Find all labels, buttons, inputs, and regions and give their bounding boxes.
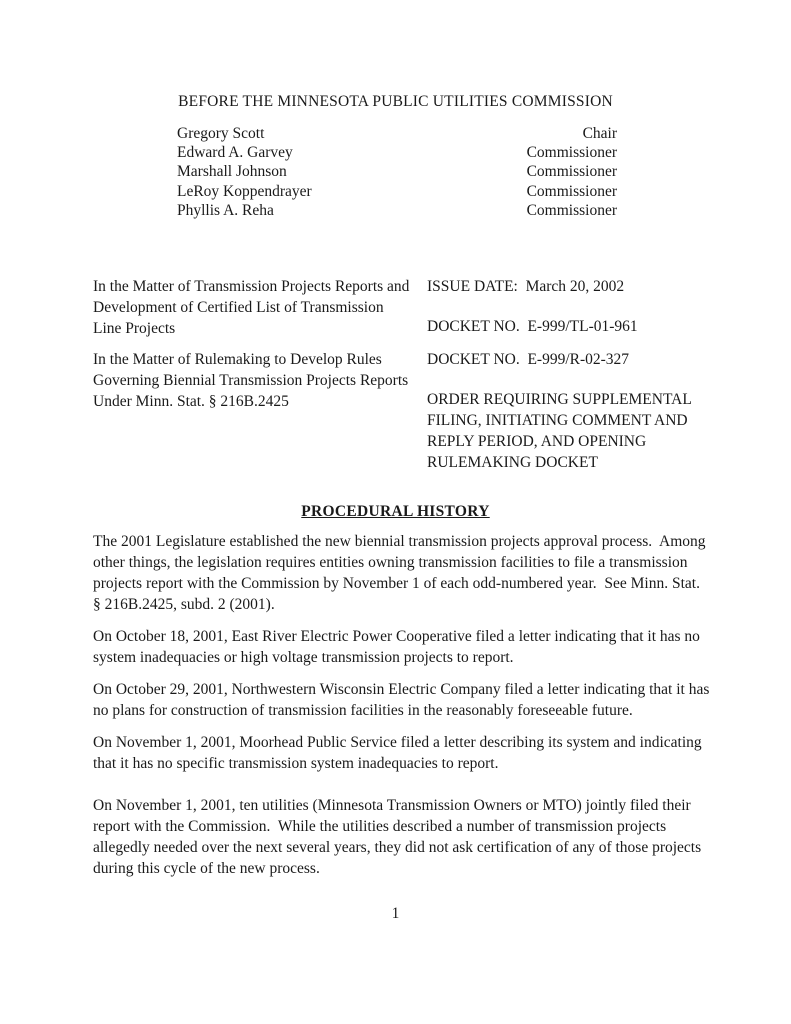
paragraph: On October 18, 2001, East River Electric Power Cooperative filed a letter indicating that it has no system inadequacies or high voltage transmission projects to report. <box>93 628 704 666</box>
page-number: 1 <box>391 905 400 922</box>
commissioner-name: Gregory Scott <box>177 125 265 142</box>
paragraph: On October 29, 2001, Northwestern Wisconsin Electric Company filed a letter indicating that it has no plans for construction of transmission facilities in the reasonably foreseeable future. <box>93 681 714 719</box>
commissioner-name: Edward A. Garvey <box>177 144 293 162</box>
issue-date: ISSUE DATE: March 20, 2002 <box>427 278 625 295</box>
paragraph: On November 1, 2001, Moorhead Public Service filed a letter describing its system and indicating that it has no specific transmission system inadequacies to report. <box>93 734 706 772</box>
matter-description-2: In the Matter of Rulemaking to Develop Rules Governing Biennial Transmission Projects Reports Under Minn. Stat. § 216B.2425 <box>93 351 413 410</box>
section-heading-procedural-history <box>0 501 791 522</box>
commissioner-name: LeRoy Koppendrayer <box>177 182 312 200</box>
commissioner-title: Chair <box>582 125 617 142</box>
order-title: ORDER REQUIRING SUPPLEMENTAL FILING, INITIATING COMMENT AND REPLY PERIOD, AND OPENING RULEMAKING DOCKET <box>427 391 696 471</box>
document-header-title: BEFORE THE MINNESOTA PUBLIC UTILITIES COMMISSION <box>178 93 613 110</box>
commissioner-title: Commissioner <box>526 201 617 219</box>
commissioner-name: Marshall Johnson <box>177 163 287 181</box>
paragraph: On November 1, 2001, ten utilities (Minnesota Transmission Owners or MTO) jointly filed their report with the Commission. While the utilities described a number of transmission projects allegedly needed over the next several years, they did not ask certification of any of those projects during this cycle of the new process. <box>93 797 706 877</box>
docket-number-1: DOCKET NO. E-999/TL-01-961 <box>427 318 638 335</box>
body-text <box>93 531 714 890</box>
paragraph: The 2001 Legislature established the new biennial transmission projects approval process. Among other things, the legislation requires entities owning transmission facilities to file a transmission projects report with the Commission by November 1 of each odd-numbered year. See Minn. Stat. § 216B.2425, subd. 2 (2001). <box>93 533 710 613</box>
commissioner-name: Phyllis A. Reha <box>177 201 274 219</box>
section-heading-text: PROCEDURAL HISTORY <box>301 503 490 520</box>
commissioner-title: Commissioner <box>526 182 617 200</box>
commissioner-title: Commissioner <box>526 144 617 162</box>
docket-number-2: DOCKET NO. E-999/R-02-327 <box>427 351 630 368</box>
commissioner-title: Commissioner <box>526 163 617 181</box>
matter-description-1: In the Matter of Transmission Projects Reports and Development of Certified List of Transmission Line Projects <box>93 278 414 337</box>
